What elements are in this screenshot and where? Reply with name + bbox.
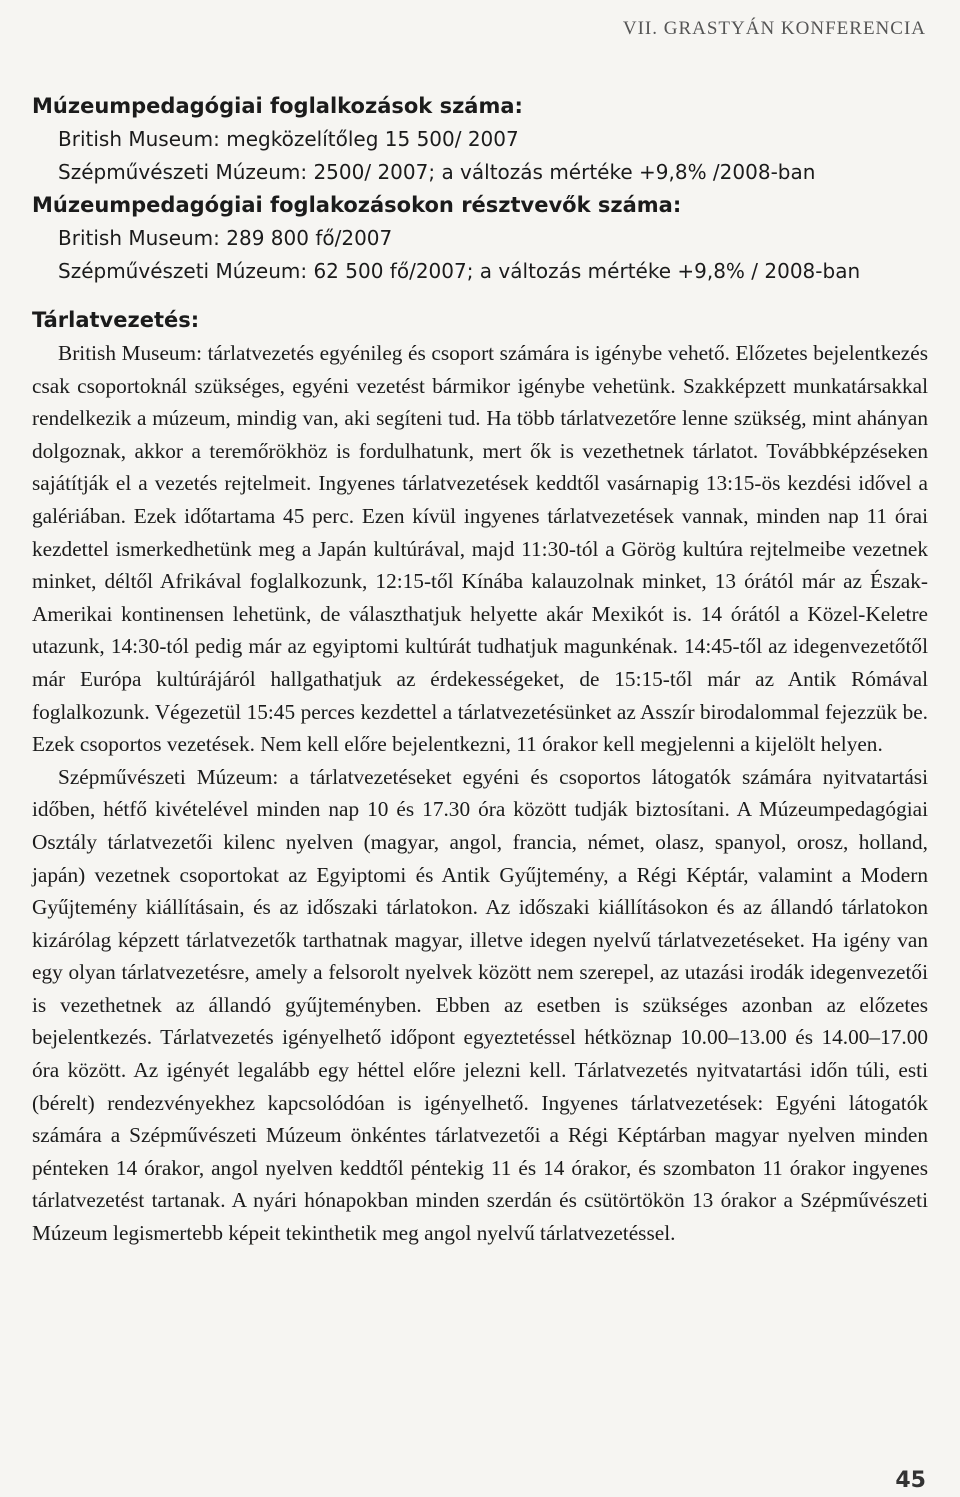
page-content <box>32 90 928 1250</box>
section-title-participants: Múzeumpedagógiai foglakozásokon résztvevők száma: <box>32 193 682 217</box>
stat-line-programs-szepmuveszeti: Szépművészeti Múzeum: 2500/ 2007; a változás mértéke +9,8% /2008-ban <box>58 160 816 184</box>
stat-line-participants-szepmuveszeti: Szépművészeti Múzeum: 62 500 fő/2007; a változás mértéke +9,8% / 2008-ban <box>58 259 861 283</box>
paragraph-szepmuveszeti-muzeum: Szépművészeti Múzeum: a tárlatvezetéseket egyéni és csoportos látogatók számára nyitvatartási időben, hétfő kivételével minden nap 10 és 17.30 óra között tudják biztosítani. A Múzeumpedagógiai Osztály tárlatvezetői kilenc nyelven (magyar, angol, francia, német, olasz, spanyol, orosz, holland, japán) vezetnek csoportokat az Egyiptomi és Antik Gyűjtemény, a Régi Képtár, valamint a Modern Gyűjtemény kiállításain, és az időszaki tárlatokon. Az időszaki kiállításokon és az állandó tárlatokon kizárólag képzett tárlatvezetők tarthatnak magyar, illetve idegen nyelvű tárlatvezetéseket. Ha igény van egy olyan tárlatvezetésre, amely a felsorolt nyelvek között nem szerepel, az utazási irodák idegenvezetői is vezethetnek az állandó gyűjteményben. Ebben az esetben is szükséges azonban az előzetes bejelentkezés. Tárlatvezetés igényelhető időpont egyeztetéssel hétköznap 10.00–13.00 és 14.00–17.00 óra között. Az igényét legalább egy héttel előre jelezni kell. Tárlatvezetés nyitvatartási időn túli, esti (bérelt) rendezvényekhez kapcsolódóan is igényelhető. Ingyenes tárlatvezetések: Egyéni látogatók számára a Szépművészeti Múzeum önkéntes tárlatvezetői a Régi Képtárban magyar nyelven minden pénteken 14 órakor, angol nyelven keddtől péntekig 11 és 14 órakor, és szombaton 11 órakor ingyenes tárlatvezetést tartanak. A nyári hónapokban minden szerdán és csütörtökön 13 órakor a Szépművészeti Múzeum legismertebb képeit tekinthetik meg angol nyelvű tárlatvezetéssel. <box>32 764 928 1246</box>
section-gap <box>32 288 928 304</box>
paragraph-british-museum: British Museum: tárlatvezetés egyénileg és csoport számára is igénybe vehető. Előzetes bejelentkezés csak csoportoknál szükséges, egyéni vezetést bármikor igénybe vehetünk. Szakképzett munkatársakkal rendelkezik a múzeum, mindig van, aki segíteni tud. Ha több tárlatvezetőre lenne szükség, mint ahányan dolgoznak, akkor a teremőrökhöz is fordulhatunk, mert ők is vezethetnek tárlatot. Továbbképzéseken sajátítják el a vezetés rejtelmeit. Ingyenes tárlatvezetések keddtől vasárnapig 13:15-ös kezdési idővel a galériában. Ezek időtartama 45 perc. Ezen kívül ingyenes tárlatvezetések vannak, minden nap 11 órai kezdettel ismerkedhetünk meg a Japán kultúrával, majd 11:30-tól a Görög kultúra rejtelmeibe vezetnek minket, déltől Afrikával foglalkozunk, 12:15-től Kínába kalauzolnak minket, 13 órától már az Észak-Amerikai kontinensen lehetünk, de választhatjuk helyette akár Mexikót is. 14 órától a Közel-Keletre utazunk, 14:30-tól pedig már az egyiptomi kultúrát tudhatjuk magunkénak. 14:45-től az idegenvezetőtől már Európa kultúrájáról hallgathatjuk az érdekességeket, de 15:15-től már az Antik Rómával foglalkozunk. Végezetül 15:45 perces kezdettel a tárlatvezetésünket az Asszír birodalommal fejezzük be. Ezek csoportos vezetések. Nem kell előre bejelentkezni, 11 órakor kell megjelenni a kijelölt helyen. <box>32 341 928 757</box>
section-title-tours: Tárlatvezetés: <box>32 308 200 332</box>
running-head: VII. GRASTYÁN KONFERENCIA <box>622 18 926 39</box>
stat-line-participants-british: British Museum: 289 800 fő/2007 <box>58 226 393 250</box>
page-number: 45 <box>895 1468 926 1493</box>
stat-line-programs-british: British Museum: megközelítőleg 15 500/ 2007 <box>58 127 519 151</box>
section-title-programs: Múzeumpedagógiai foglalkozások száma: <box>32 94 523 118</box>
